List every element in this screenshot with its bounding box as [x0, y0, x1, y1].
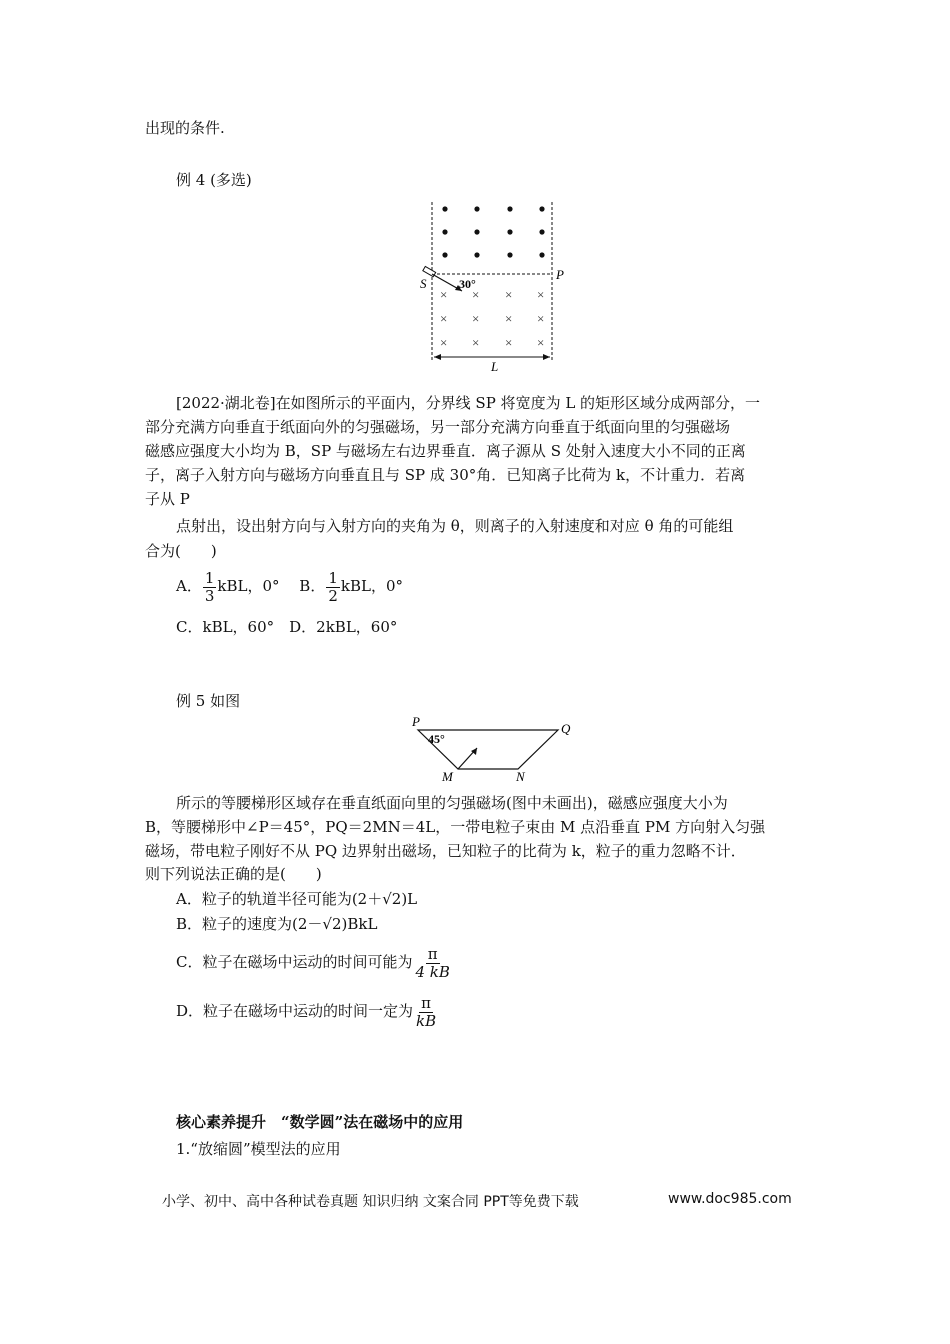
option-b-prefix: B． [299, 577, 326, 595]
option-b-rest: kBL，0° [340, 577, 403, 595]
label-q: Q [561, 721, 571, 736]
label-l: L [491, 359, 499, 374]
angle-label: 45° [428, 732, 445, 746]
footer-url[interactable]: www.doc985.com [668, 1191, 792, 1207]
example4-source: [2022·湖北卷] [176, 394, 276, 412]
option-a-rest: kBL，0° [217, 577, 280, 595]
example5-option-a: A．粒子的轨道半径可能为(2＋√2)L [176, 890, 418, 908]
svg-text:×: × [472, 311, 480, 326]
svg-text:×: × [472, 335, 480, 350]
label-p: P [412, 714, 420, 729]
example4-stem-cont-1: 点射出，设出射方向与入射方向的夹角为 θ，则离子的入射速度和对应 θ 角的可能组 [176, 517, 734, 535]
svg-text:×: × [472, 287, 480, 302]
velocity-arrow [458, 748, 477, 769]
example4-stem-line-4: 子，离子入射方向与磁场方向垂直且与 SP 成 30°角．已知离子比荷为 k，不计重力．若离 [145, 466, 746, 484]
label-n: N [516, 769, 525, 784]
option-c-text: C．粒子在磁场中运动的时间可能为 [176, 953, 413, 971]
option-c-fraction: $\frac{\pi}{4 kB}$ [415, 944, 450, 981]
option-a-prefix: A． [176, 577, 202, 595]
intro-text: 出现的条件. [145, 119, 225, 137]
example5-stem-line-3: 磁场，带电粒子刚好不从 PQ 边界射出磁场，已知粒子的比荷为 k，粒子的重力忽略不计． [145, 842, 746, 860]
example4-options-ab [176, 567, 403, 605]
example4-options-cd: C．kBL，60° D．2kBL，60° [176, 618, 398, 636]
example5-option-d [176, 991, 439, 1031]
subsection-title: 1.“放缩圆”模型法的应用 [176, 1140, 341, 1158]
example4-figure [412, 196, 572, 376]
footer-text: 小学、初中、高中各种试卷真题 知识归纳 文案合同 PPT等免费下载 [162, 1194, 579, 1210]
option-a-fraction: $\frac{1}{3}$ [204, 568, 215, 605]
svg-text:×: × [505, 311, 513, 326]
example4-stem-line-3: 磁感应强度大小均为 B，SP 与磁场左右边界垂直．离子源从 S 处射入速度大小不同的正离 [145, 442, 746, 460]
svg-text:×: × [537, 311, 545, 326]
option-d-fraction: $\frac{\pi}{kB}$ [416, 993, 437, 1030]
example5-label: 例 5 如图 [176, 692, 241, 710]
angle-label: 30° [459, 277, 476, 291]
example5-figure [406, 712, 580, 786]
section-title: 核心素养提升 “数学圆”法在磁场中的应用 [176, 1113, 464, 1131]
label-p: P [556, 267, 564, 282]
field-out-dots [442, 206, 544, 257]
option-d-text: D．粒子在磁场中运动的时间一定为 [176, 1002, 414, 1020]
svg-text:×: × [505, 335, 513, 350]
example5-option-b: B．粒子的速度为(2－√2)BkL [176, 915, 378, 933]
example4-label: 例 4 (多选) [176, 171, 252, 189]
example4-stem-line-1: 在如图所示的平面内，分界线 SP 将宽度为 L 的矩形区域分成两部分，一 [275, 394, 761, 412]
example4-stem-line-5: 子从 P [145, 490, 190, 508]
label-m: M [442, 769, 453, 784]
example5-option-c [176, 942, 453, 982]
svg-text:×: × [537, 287, 545, 302]
example4-first-line [176, 393, 760, 413]
svg-text:×: × [440, 311, 448, 326]
example5-stem-line-2: B，等腰梯形中∠P＝45°，PQ＝2MN＝4L，一带电粒子束由 M 点沿垂直 PM 方向射入匀强 [145, 818, 766, 836]
option-b-fraction: $\frac{1}{2}$ [328, 568, 338, 605]
svg-text:×: × [537, 335, 545, 350]
svg-text:×: × [440, 287, 448, 302]
example4-stem-line-2: 部分充满方向垂直于纸面向外的匀强磁场，另一部分充满方向垂直于纸面向里的匀强磁场 [145, 418, 731, 436]
svg-text:×: × [505, 287, 513, 302]
field-in-crosses [440, 287, 544, 350]
example4-stem-cont-2: 合为( ) [145, 542, 217, 560]
example5-stem-line-4: 则下列说法正确的是( ) [145, 865, 322, 883]
example5-stem-line-1: 所示的等腰梯形区域存在垂直纸面向里的匀强磁场(图中未画出)，磁感应强度大小为 [176, 794, 728, 812]
label-s: S [420, 276, 427, 291]
svg-text:×: × [440, 335, 448, 350]
